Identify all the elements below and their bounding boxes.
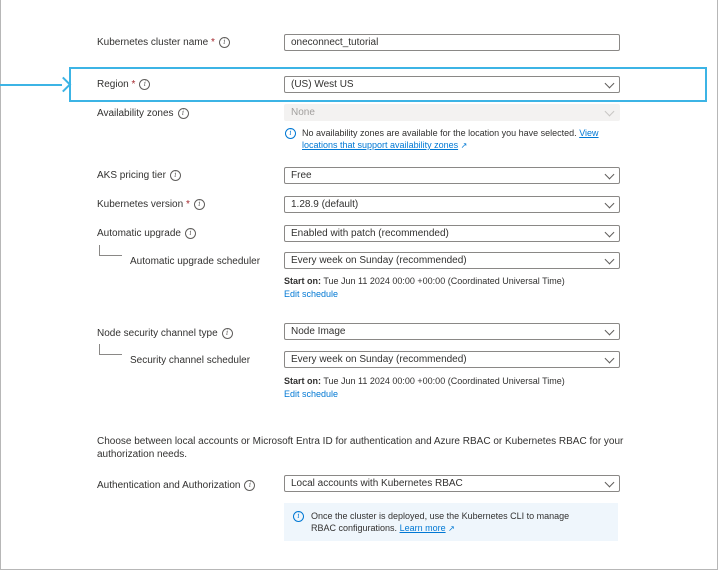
cluster-name-input[interactable]: oneconnect_tutorial (284, 34, 620, 51)
auth-label: Authentication and Authorization (97, 480, 241, 491)
chevron-down-icon (605, 478, 615, 488)
chevron-down-icon (605, 107, 615, 117)
cluster-name-label: Kubernetes cluster name (97, 37, 209, 48)
info-icon[interactable]: i (222, 328, 233, 339)
view-link[interactable]: View (579, 128, 599, 138)
info-icon[interactable]: i (170, 170, 181, 181)
pricing-label: AKS pricing tier (97, 170, 166, 181)
node-sec-row (97, 328, 233, 339)
info-icon[interactable]: i (194, 199, 205, 210)
zones-value: None (291, 107, 315, 118)
start-label: Start on: (284, 376, 321, 386)
info-icon[interactable]: i (178, 108, 189, 119)
chevron-down-icon (605, 354, 615, 364)
cluster-name-row (97, 37, 230, 48)
info-icon: i (285, 128, 296, 139)
upgrade-row (97, 228, 196, 239)
upgrade-sched-row (130, 256, 260, 267)
zones-dropdown (284, 104, 620, 121)
version-dropdown[interactable] (284, 196, 620, 213)
upgrade-label: Automatic upgrade (97, 228, 181, 239)
info-icon[interactable]: i (139, 79, 150, 90)
chevron-down-icon (605, 326, 615, 336)
upgrade-sched-label: Automatic upgrade scheduler (130, 256, 261, 267)
required-mark: * (131, 79, 136, 90)
chevron-down-icon (605, 199, 615, 209)
auth-description: Choose between local accounts or Microsoft Entra ID for authentication and Azure RBAC or Kubernetes RBAC for your authorization needs. (97, 436, 624, 460)
pricing-value: Free (291, 170, 312, 181)
sec-sched-label: Security channel scheduler (130, 355, 251, 366)
chevron-down-icon (605, 170, 615, 180)
sec-sched-value: Every week on Sunday (recommended) (291, 354, 467, 365)
sec-start-note (284, 375, 565, 387)
external-link-icon[interactable]: ↗ (448, 524, 455, 533)
region-highlight-box (69, 67, 707, 102)
upgrade-dropdown[interactable] (284, 225, 620, 242)
zones-label: Availability zones (97, 108, 174, 119)
auth-note-text: Once the cluster is deployed, use the Kubernetes CLI to manage RBAC configurations. (311, 511, 570, 533)
zones-locations-link[interactable]: locations that support availability zones (302, 140, 459, 150)
chevron-down-icon (605, 228, 615, 238)
node-sec-dropdown[interactable] (284, 323, 620, 340)
info-icon[interactable]: i (219, 37, 230, 48)
node-sec-value: Node Image (291, 326, 346, 337)
region-value: (US) West US (291, 79, 354, 90)
info-icon[interactable]: i (244, 480, 255, 491)
sec-sched-row (130, 355, 250, 366)
edit-schedule-link[interactable]: Edit schedule (284, 289, 339, 299)
region-label: Region (97, 79, 129, 90)
version-row (97, 199, 205, 210)
auth-info-box (284, 503, 618, 541)
zones-note (302, 127, 612, 152)
upgrade-sched-value: Every week on Sunday (recommended) (291, 255, 467, 266)
pricing-dropdown[interactable] (284, 167, 620, 184)
zones-row (97, 108, 189, 119)
auth-note (311, 510, 591, 535)
callout-arrow-line (0, 84, 62, 86)
sec-sched-dropdown[interactable] (284, 351, 620, 368)
start-value: Tue Jun 11 2024 00:00 +00:00 (Coordinated Universal Time) (323, 276, 565, 286)
version-value: 1.28.9 (default) (291, 199, 359, 210)
learn-more-link[interactable]: Learn more (399, 523, 446, 533)
upgrade-start-note (284, 275, 565, 287)
zones-note-text: No availability zones are available for the location you have selected. (302, 128, 577, 138)
upgrade-sched-dropdown[interactable] (284, 252, 620, 269)
upgrade-value: Enabled with patch (recommended) (291, 228, 449, 239)
auth-row (97, 480, 255, 491)
edit-schedule-link[interactable]: Edit schedule (284, 389, 339, 399)
external-link-icon[interactable]: ↗ (460, 141, 468, 150)
required-mark: * (210, 37, 215, 48)
pricing-row (97, 170, 181, 181)
auth-dropdown[interactable] (284, 475, 620, 492)
tree-connector (99, 344, 122, 355)
start-value: Tue Jun 11 2024 00:00 +00:00 (Coordinated Universal Time) (323, 376, 565, 386)
start-label: Start on: (284, 276, 321, 286)
version-label: Kubernetes version (97, 199, 184, 210)
chevron-down-icon (605, 255, 615, 265)
tree-connector (99, 245, 122, 256)
info-icon[interactable]: i (185, 228, 196, 239)
info-icon: i (293, 511, 304, 522)
node-sec-label: Node security channel type (97, 328, 218, 339)
required-mark: * (185, 199, 190, 210)
auth-value: Local accounts with Kubernetes RBAC (291, 478, 463, 489)
